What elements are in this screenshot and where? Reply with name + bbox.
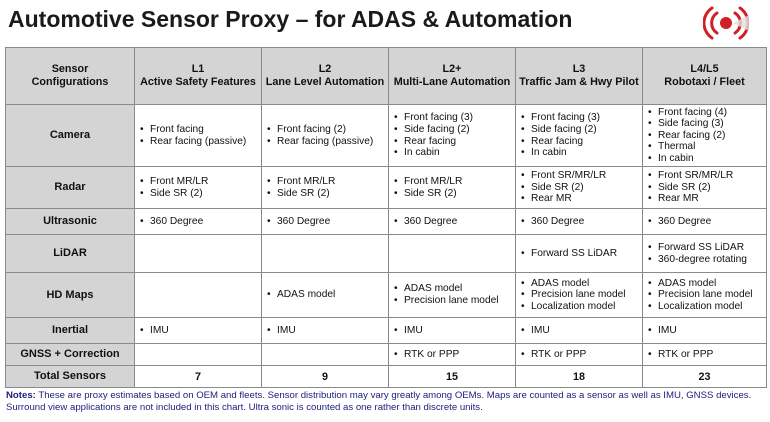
level-name: Robotaxi / Fleet xyxy=(664,76,745,88)
table-cell xyxy=(389,273,516,318)
row-header: Inertial xyxy=(6,318,135,344)
bullet-list xyxy=(647,278,762,313)
table-cell xyxy=(135,273,262,318)
level-code: L1 xyxy=(191,63,205,75)
bullet-list xyxy=(520,170,638,205)
table-row xyxy=(6,235,767,273)
table-cell xyxy=(516,209,643,235)
bullet-list xyxy=(647,242,762,265)
list-item: • 360-degree rotating xyxy=(647,254,762,266)
table-cell xyxy=(643,344,767,366)
list-item: • In cabin xyxy=(393,147,511,159)
list-item: • Precision lane model xyxy=(393,295,511,307)
list-item: • 360 Degree xyxy=(393,216,511,228)
table-cell xyxy=(135,167,262,209)
corner-line-2: Configurations xyxy=(31,76,109,88)
table-row xyxy=(6,167,767,209)
table-cell xyxy=(135,105,262,167)
total-row xyxy=(6,366,767,388)
bullet-list xyxy=(393,216,511,228)
list-item: • Forward SS LiDAR xyxy=(647,242,762,254)
list-item: • Front facing xyxy=(139,124,257,136)
bullet-list xyxy=(393,283,511,306)
list-item: • Side facing (3) xyxy=(647,118,762,130)
table-cell xyxy=(643,235,767,273)
table-cell xyxy=(262,167,389,209)
notes-text: These are proxy estimates based on OEM and fleets. Sensor distribution may vary greatly among OEMs. Maps are counted as a sensor as well as IMU, GNSS devices. Surround view applications are not included in this chart. Ultra sonic is counted as one rather than discrete units. xyxy=(6,390,752,413)
bullet-list xyxy=(647,216,762,228)
list-item: • Thermal xyxy=(647,141,762,153)
table-cell xyxy=(135,235,262,273)
table-body xyxy=(6,105,767,388)
level-name: Multi-Lane Automation xyxy=(393,76,511,88)
list-item: • ADAS model xyxy=(393,283,511,295)
level-name: Traffic Jam & Hwy Pilot xyxy=(519,76,639,88)
bullet-list xyxy=(139,176,257,199)
list-item: • IMU xyxy=(139,325,257,337)
table-cell xyxy=(643,273,767,318)
list-item: • Front facing (4) xyxy=(647,107,762,119)
table-cell xyxy=(643,167,767,209)
list-item: • Front SR/MR/LR xyxy=(520,170,638,182)
row-header: Ultrasonic xyxy=(6,209,135,235)
bullet-list xyxy=(520,278,638,313)
bullet-list xyxy=(520,216,638,228)
bullet-list xyxy=(266,176,384,199)
list-item: • Side SR (2) xyxy=(647,182,762,194)
level-name: Lane Level Automation xyxy=(265,76,385,88)
bullet-list xyxy=(266,289,384,301)
header-l2plus xyxy=(389,48,516,105)
table-cell xyxy=(389,105,516,167)
bullet-list xyxy=(647,325,762,337)
corner-line-1: Sensor xyxy=(51,63,89,75)
bullet-list xyxy=(647,349,762,361)
list-item: • ADAS model xyxy=(647,278,762,290)
total-value: 15 xyxy=(389,366,516,388)
bullet-list xyxy=(647,170,762,205)
total-label: Total Sensors xyxy=(6,366,135,388)
header-corner xyxy=(6,48,135,105)
list-item: • Front facing (3) xyxy=(393,112,511,124)
bullet-list xyxy=(139,124,257,147)
list-item: • Rear facing xyxy=(393,136,511,148)
table-cell xyxy=(516,235,643,273)
list-item: • In cabin xyxy=(520,147,638,159)
level-code: L2+ xyxy=(442,63,462,75)
list-item: • In cabin xyxy=(647,153,762,165)
row-header: Radar xyxy=(6,167,135,209)
table-cell xyxy=(389,318,516,344)
list-item: • Side facing (2) xyxy=(520,124,638,136)
bullet-list xyxy=(266,124,384,147)
bullet-list xyxy=(393,349,511,361)
list-item: • Rear facing (2) xyxy=(647,130,762,142)
list-item: • Front SR/MR/LR xyxy=(647,170,762,182)
list-item: • Rear facing (passive) xyxy=(139,136,257,148)
bullet-list xyxy=(393,325,511,337)
list-item: • IMU xyxy=(520,325,638,337)
list-item: • Precision lane model xyxy=(647,289,762,301)
table-cell xyxy=(389,235,516,273)
list-item: • Side facing (2) xyxy=(393,124,511,136)
bullet-list xyxy=(520,349,638,361)
table-cell xyxy=(262,344,389,366)
list-item: • Side SR (2) xyxy=(139,188,257,200)
list-item: • IMU xyxy=(393,325,511,337)
list-item: • RTK or PPP xyxy=(647,349,762,361)
list-item: • Side SR (2) xyxy=(520,182,638,194)
header-l1 xyxy=(135,48,262,105)
list-item: • 360 Degree xyxy=(139,216,257,228)
list-item: • Localization model xyxy=(647,301,762,313)
list-item: • Rear facing xyxy=(520,136,638,148)
bullet-list xyxy=(139,216,257,228)
row-header: LiDAR xyxy=(6,235,135,273)
list-item: • Side SR (2) xyxy=(393,188,511,200)
list-item: • ADAS model xyxy=(266,289,384,301)
list-item: • Side SR (2) xyxy=(266,188,384,200)
table-cell xyxy=(643,105,767,167)
list-item: • 360 Degree xyxy=(520,216,638,228)
footnote xyxy=(6,390,766,414)
bullet-list xyxy=(393,112,511,158)
table-cell xyxy=(262,209,389,235)
list-item: • Localization model xyxy=(520,301,638,313)
header-l2 xyxy=(262,48,389,105)
total-value: 18 xyxy=(516,366,643,388)
list-item: • Front MR/LR xyxy=(393,176,511,188)
table-cell xyxy=(262,273,389,318)
table-cell xyxy=(516,273,643,318)
total-value: 23 xyxy=(643,366,767,388)
list-item: • Forward SS LiDAR xyxy=(520,248,638,260)
table-cell xyxy=(135,344,262,366)
list-item: • IMU xyxy=(266,325,384,337)
bullet-list xyxy=(647,107,762,165)
header-l3 xyxy=(516,48,643,105)
total-value: 7 xyxy=(135,366,262,388)
table-cell xyxy=(262,235,389,273)
table-cell xyxy=(262,318,389,344)
table-cell xyxy=(516,167,643,209)
list-item: • Front facing (3) xyxy=(520,112,638,124)
table-cell xyxy=(516,105,643,167)
sensor-table xyxy=(5,47,767,388)
header-row xyxy=(6,48,767,105)
level-code: L4/L5 xyxy=(690,63,719,75)
level-code: L2 xyxy=(318,63,332,75)
table-cell xyxy=(135,209,262,235)
notes-label: Notes: xyxy=(6,390,36,401)
table-row xyxy=(6,318,767,344)
bullet-list xyxy=(139,325,257,337)
bullet-list xyxy=(266,216,384,228)
list-item: • Front MR/LR xyxy=(266,176,384,188)
table-cell xyxy=(389,209,516,235)
list-item: • Rear facing (passive) xyxy=(266,136,384,148)
list-item: • RTK or PPP xyxy=(393,349,511,361)
table-cell xyxy=(516,318,643,344)
table-cell xyxy=(262,105,389,167)
table-row xyxy=(6,105,767,167)
bullet-list xyxy=(266,325,384,337)
list-item: • RTK or PPP xyxy=(520,349,638,361)
list-item: • Rear MR xyxy=(520,193,638,205)
table-cell xyxy=(643,318,767,344)
table-row xyxy=(6,273,767,318)
list-item: • Front MR/LR xyxy=(139,176,257,188)
table-cell xyxy=(389,167,516,209)
list-item: • ADAS model xyxy=(520,278,638,290)
table-row xyxy=(6,209,767,235)
total-value: 9 xyxy=(262,366,389,388)
list-item: • Front facing (2) xyxy=(266,124,384,136)
table-cell xyxy=(516,344,643,366)
bullet-list xyxy=(520,325,638,337)
list-item: • Rear MR xyxy=(647,193,762,205)
row-header: HD Maps xyxy=(6,273,135,318)
bullet-list xyxy=(520,112,638,158)
row-header: Camera xyxy=(6,105,135,167)
bullet-list xyxy=(520,248,638,260)
row-header: GNSS + Correction xyxy=(6,344,135,366)
table-row xyxy=(6,344,767,366)
header-l4-l5 xyxy=(643,48,767,105)
table-cell xyxy=(643,209,767,235)
level-code: L3 xyxy=(572,63,586,75)
table-cell xyxy=(389,344,516,366)
list-item: • IMU xyxy=(647,325,762,337)
page-title: Automotive Sensor Proxy – for ADAS & Automation xyxy=(8,6,573,32)
bullet-list xyxy=(393,176,511,199)
list-item: • 360 Degree xyxy=(266,216,384,228)
level-name: Active Safety Features xyxy=(140,76,256,88)
list-item: • 360 Degree xyxy=(647,216,762,228)
list-item: • Precision lane model xyxy=(520,289,638,301)
table-cell xyxy=(135,318,262,344)
sensor-broadcast-icon xyxy=(703,3,749,43)
